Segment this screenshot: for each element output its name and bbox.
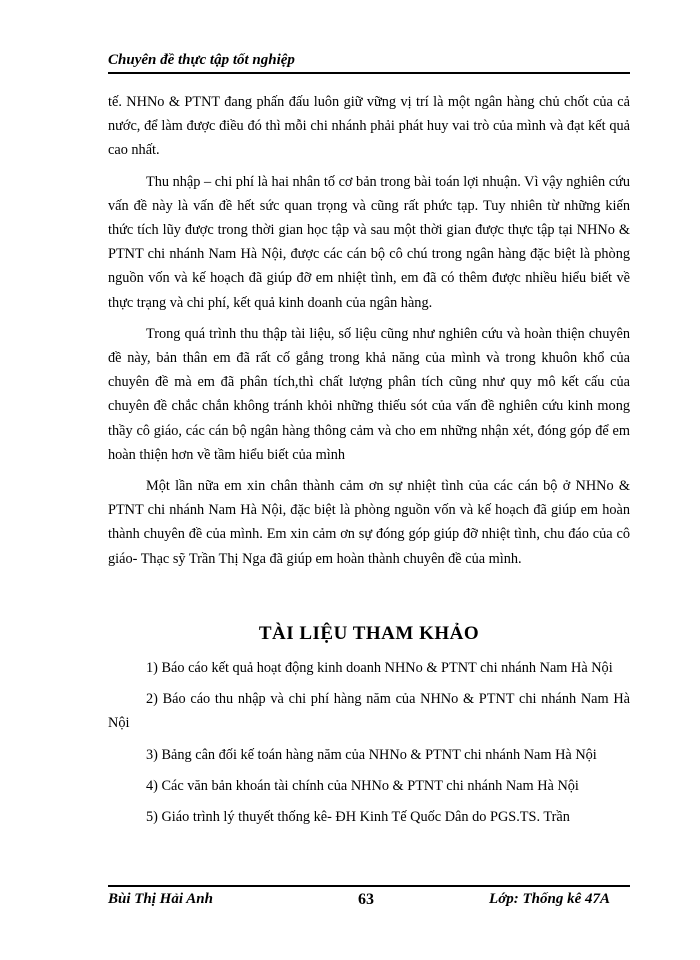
page-header <box>108 50 630 74</box>
footer-author: Bùi Thị Hải Anh <box>108 891 213 907</box>
body-text <box>108 90 630 578</box>
page-number: 63 <box>358 891 374 908</box>
reference-item: 4) Các văn bản khoán tài chính của NHNo & PTNT chi nhánh Nam Hà Nội <box>146 777 579 794</box>
reference-item: 5) Giáo trình lý thuyết thống kê- ĐH Kinh Tế Quốc Dân do PGS.TS. Trần <box>146 809 570 826</box>
references-heading: TÀI LIỆU THAM KHẢO <box>258 623 480 644</box>
header-title: Chuyên đề thực tập tốt nghiệp <box>108 52 295 68</box>
page-footer <box>108 885 630 915</box>
reference-item: 3) Bảng cân đối kế toán hàng năm của NHNo & PTNT chi nhánh Nam Hà Nội <box>146 746 597 763</box>
reference-item: 1) Báo cáo kết quả hoạt động kinh doanh NHNo & PTNT chi nhánh Nam Hà Nội <box>146 660 613 676</box>
footer-class: Lớp: Thống kê 47A <box>489 891 610 907</box>
paragraph-2: Thu nhập – chi phí là hai nhân tố cơ bản trong bài toán lợi nhuận. Vì vậy nghiên cứu vấn đề này là vấn đề hết sức quan trọng và cũng rất phức tạp. Tuy nhiên từ những kiến thức tích lũy được trong thời gian học tập và sau một thời gian được thực tập tại NHNo & PTNT chi nhánh Nam Hà Nội, được các cán bộ cô chú trong ngân hàng đặc biệt là phòng nguồn vốn và kế hoạch đã giúp đỡ em nhiệt tình, em đã có thêm được nhiều hiểu biết về thực trạng và chi phí, kết quả kinh doanh của ngân hàng. <box>108 173 630 311</box>
reference-item: 2) Báo cáo thu nhập và chi phí hàng năm của NHNo & PTNT chi nhánh Nam Hà Nội <box>108 691 630 732</box>
references-list <box>108 656 630 836</box>
paragraph-1: tế. NHNo & PTNT đang phấn đấu luôn giữ vững vị trí là một ngân hàng chủ chốt của cả nước, để làm được điều đó thì mỗi chi nhánh phải phát huy vai trò của mình và đạt kết quả cao nhất. <box>108 94 630 159</box>
paragraph-4: Một lần nữa em xin chân thành cảm ơn sự nhiệt tình của các cán bộ ở NHNo & PTNT chi nhánh Nam Hà Nội, đặc biệt là phòng nguồn vốn và kế hoạch đã giúp em hoàn thành chuyên đề của mình. Em xin cảm ơn sự đóng góp giúp đỡ nhiệt tình, chu đáo của cô giáo- Thạc sỹ Trần Thị Nga đã giúp em hoàn thành chuyên đề của mình. <box>108 478 630 567</box>
paragraph-3: Trong quá trình thu thập tài liệu, số liệu cũng như nghiên cứu và hoàn thiện chuyên đề này, bản thân em đã rất cố gắng trong khả năng của mình và trong khuôn khổ của chuyên đề mà em đã phân tích,thì chất lượng phân tích cũng như quy mô kết cấu của chuyên đề chắc chắn không tránh khỏi những thiếu sót của vấn đề nghiên cứu kinh mong thầy cô giáo, các cán bộ ngân hàng thông cảm và cho em những nhận xét, đóng góp để em hoàn thiện hơn về tầm hiểu biết của mình <box>108 325 630 463</box>
